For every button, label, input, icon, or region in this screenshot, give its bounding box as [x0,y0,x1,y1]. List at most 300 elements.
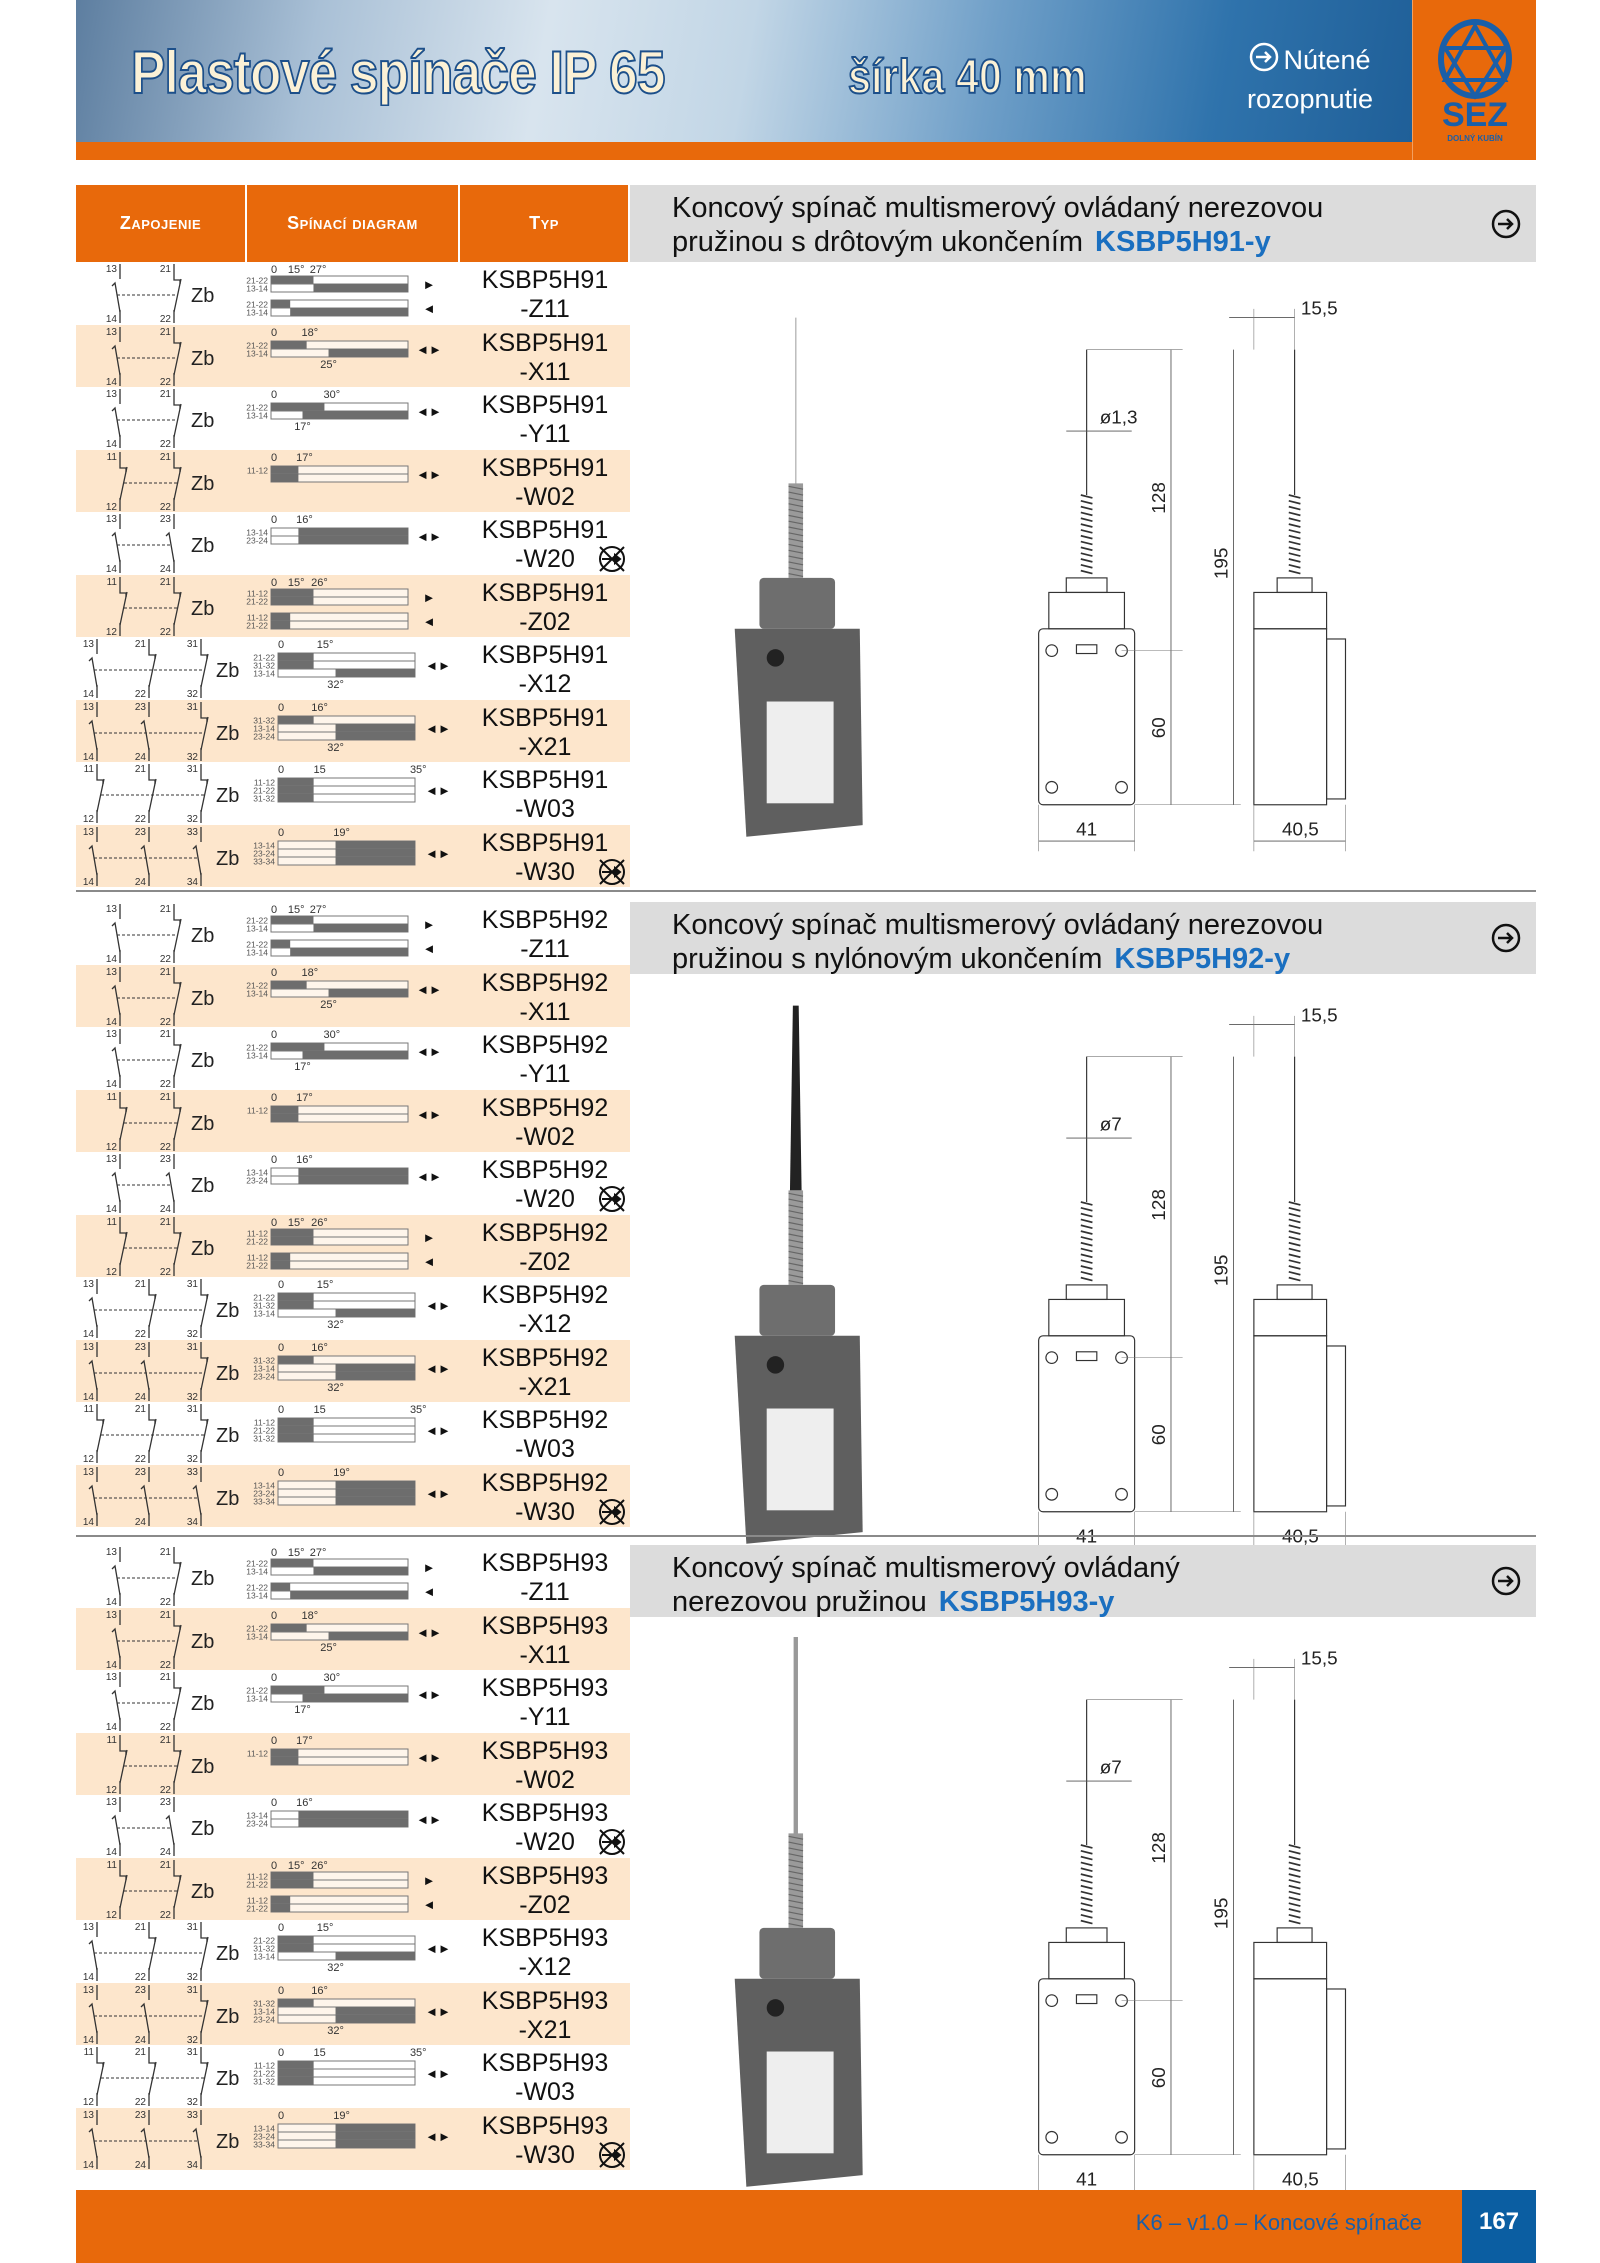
dimension-lines [1039,1016,1346,1558]
type-code [460,641,630,699]
angle-label-bottom: 32° [327,1962,344,1974]
direction-arrow: ◄► [425,845,451,861]
zb-label: Zb [191,1755,215,1778]
terminal-label-bottom: 14 [105,954,117,964]
wiring-symbol [106,1610,181,1670]
terminal-label-bottom: 22 [159,1079,171,1089]
terminal-label-bottom: 34 [186,2159,198,2170]
terminal-label-bottom: 22 [159,1909,171,1920]
terminal-label-top: 31 [186,1922,198,1933]
contact-closed-fill [313,924,408,932]
angle-label-top: 0 [271,1216,278,1229]
dim-actuator-length: 128 [1149,1832,1171,1864]
terminal-label-top: 11 [83,2047,94,2058]
switching-diagram [76,1340,460,1402]
dim-actuator-length: 128 [1149,1189,1171,1221]
direction-arrow: ◄ [422,941,436,956]
type-suffix: -W30 [515,857,575,886]
type-code [460,1924,630,1982]
contact-pair-label: 23-24 [253,1488,275,1498]
type-code [460,579,630,637]
footer-text: K6 – v1.0 – Koncové spínače [1135,2210,1422,2235]
terminal-label-bottom: 22 [159,501,171,512]
contact-pair-label: 21-22 [253,1292,275,1303]
page-number: 167 [1462,2190,1536,2263]
terminal-label-top: 31 [186,1341,198,1353]
wiring-symbol [106,514,174,574]
contact-closed-fill [329,349,408,357]
angle-label-top: 18° [301,1609,319,1622]
angle-label-top: 0 [271,264,278,276]
type-suffix: -W03 [515,1435,575,1463]
table-row [76,1340,630,1403]
terminal-label-top: 23 [159,1797,171,1808]
wiring-symbol [106,452,181,512]
type-suffix: -Z11 [520,295,570,323]
contact-pair-label: 13-14 [246,1050,268,1061]
wiring-symbol [83,1279,208,1339]
forced-line2: rozopnutie [1246,84,1374,115]
terminal-label-bottom: 24 [159,1847,171,1857]
contact-closed-fill [271,276,313,284]
terminal-label-bottom: 22 [159,1016,171,1027]
terminal-label-bottom: 12 [105,626,117,637]
contact-pair-label: 31-32 [253,2076,275,2087]
terminal-label-top: 31 [186,2047,198,2058]
type-prefix: KSBP5H91 [481,641,609,669]
terminal-label-bottom: 22 [134,1454,146,1464]
direction-arrow: ◄► [416,1624,442,1640]
terminal-label-bottom: 14 [82,1516,94,1527]
wiring-symbol [106,327,181,387]
contact-closed-fill [313,1567,408,1575]
direction-arrow: ◄► [416,1749,442,1765]
terminal-label-top: 13 [105,966,117,978]
zb-label: Zb [216,785,240,807]
terminal-label-bottom: 22 [159,626,171,637]
angle-label-top: 0 [271,1859,278,1872]
table-row [76,450,630,513]
wiring-symbol [106,389,181,449]
wiring-symbol [106,967,181,1027]
switching-diagram [76,325,460,387]
terminal-label-top: 23 [134,2109,146,2121]
terminal-label-top: 11 [83,764,94,775]
contact-pair-label: 31-32 [253,1433,275,1444]
contact-closed-fill [271,1253,290,1261]
contact-pair-label: 11-12 [246,1228,268,1238]
table-row [76,1858,630,1921]
zb-label: Zb [216,2130,240,2153]
type-prefix: KSBP5H93 [481,1924,609,1952]
contact-closed-fill [329,989,408,997]
terminal-label-top: 31 [186,1404,198,1415]
angle-label-top: 0 [271,1029,278,1041]
model-code[interactable]: KSBP5H91-y [1095,226,1271,258]
terminal-label-top: 23 [134,701,146,713]
terminal-label-bottom: 22 [159,1141,171,1152]
terminal-label-bottom: 32 [186,814,198,824]
terminal-label-top: 21 [159,451,171,463]
contact-pair-label: 11-12 [246,1871,268,1881]
zb-label: Zb [191,472,215,495]
angle-label-bottom: 25° [320,358,337,371]
terminal-label-bottom: 12 [82,1454,94,1464]
angle-label-top: 35° [409,764,427,776]
zb-label: Zb [191,1693,215,1715]
contact-closed-fill [271,1749,298,1757]
direction-arrow: ◄ [422,613,436,629]
terminal-label-bottom: 14 [105,376,117,387]
angle-label-top: 35° [409,1404,427,1416]
type-suffix: -X21 [518,732,572,761]
angle-label-top: 15° [316,639,334,651]
contact-closed-fill [271,403,324,411]
angle-label-top: 27° [309,1547,327,1559]
type-prefix: KSBP5H92 [481,906,609,934]
table-row [76,1545,630,1608]
dim-hole-spacing: 60 [1149,2067,1171,2089]
contact-closed-fill [336,724,415,732]
terminal-label-bottom: 14 [105,1204,117,1214]
switch-table [76,1545,630,2170]
terminal-label-top: 13 [82,1341,94,1353]
contact-pair-label: 21-22 [246,340,268,350]
direction-arrow: ► [422,917,436,932]
terminal-label-top: 21 [134,764,146,775]
type-prefix: KSBP5H91 [481,828,609,857]
direction-arrow: ◄► [425,2128,451,2144]
angle-label-top: 0 [271,1734,278,1747]
zb-label: Zb [191,925,215,947]
angle-label-top: 15 [313,1404,326,1416]
type-suffix: -X21 [518,2015,572,2044]
direction-arrow: ◄ [422,301,436,316]
terminal-label-top: 13 [105,264,117,275]
contact-pair-label: 21-22 [246,1879,268,1889]
terminal-label-bottom: 24 [134,2034,146,2045]
type-code [460,1219,630,1277]
zb-label: Zb [216,1300,240,1322]
terminal-label-bottom: 22 [159,1659,171,1670]
dim-actuator-length: 128 [1149,482,1171,514]
contact-closed-fill [271,1872,313,1880]
contact-pair-label: 11-12 [246,1105,268,1115]
terminal-label-top: 21 [159,264,171,275]
zb-label: Zb [191,1880,215,1903]
switching-diagram [76,1920,460,1982]
contact-closed-fill [278,653,314,661]
angle-label-top: 0 [278,764,285,776]
angle-label-bottom: 17° [294,1061,311,1073]
terminal-label-bottom: 14 [105,1016,117,1027]
arrow-circle-icon [1249,42,1279,81]
switching-diagram [76,262,460,324]
terminal-label-top: 11 [106,576,117,588]
angle-label-top: 0 [271,1091,278,1104]
sez-logo [1412,0,1536,160]
angle-label-top: 15° [316,1922,334,1934]
contact-closed-fill [271,1583,290,1591]
forced-opening-icon [596,2140,628,2175]
angle-label-top: 30° [323,389,341,401]
table-row [76,1152,630,1215]
terminal-label-top: 23 [134,1466,146,1478]
contact-closed-fill [271,597,313,605]
type-suffix: -W02 [515,1122,575,1151]
contact-closed-fill [271,589,313,597]
terminal-label-bottom: 22 [134,2097,146,2107]
type-suffix: -W30 [515,1497,575,1526]
zb-label: Zb [216,1487,240,1510]
direction-arrow: ◄► [425,1485,451,1501]
contact-closed-fill [336,2124,415,2132]
dim-depth: 40,5 [1282,819,1319,841]
contact-pair-label: 21-22 [246,915,268,926]
contact-pair-label: 13-14 [253,668,275,679]
angle-label-top: 19° [333,826,350,839]
contact-pair-label: 31-32 [253,1943,275,1954]
contact-pair-label: 21-22 [246,980,268,990]
type-suffix: -Z02 [519,1247,571,1276]
type-prefix: KSBP5H93 [481,1611,609,1640]
terminal-label-top: 31 [186,764,198,775]
terminal-label-top: 13 [105,1797,117,1808]
dim-width: 41 [1076,819,1098,841]
type-prefix: KSBP5H92 [481,1156,609,1184]
model-code[interactable]: KSBP5H93-y [938,1586,1115,1618]
terminal-label-top: 13 [105,514,117,525]
angle-label-top: 17° [296,1091,313,1104]
contact-closed-fill [336,732,415,740]
terminal-label-bottom: 24 [134,876,146,887]
table-row [76,1983,630,2046]
type-code [460,454,630,512]
terminal-label-top: 23 [134,1984,146,1996]
dim-top-width: 15,5 [1300,1005,1338,1027]
type-suffix: -X12 [518,670,572,698]
terminal-label-bottom: 12 [105,501,117,512]
contact-pair-label: 21-22 [246,1558,268,1569]
contact-bar [271,300,408,308]
contact-pair-label: 33-34 [253,2139,275,2149]
contact-closed-fill [278,2061,314,2069]
terminal-label-bottom: 24 [134,1391,146,1402]
switching-diagram [76,2108,460,2170]
table-row [76,1402,630,1465]
type-code [460,329,630,387]
direction-arrow: ► [422,1872,436,1888]
contact-pair-label: 21-22 [246,1685,268,1696]
type-prefix: KSBP5H92 [481,1406,609,1434]
type-prefix: KSBP5H93 [481,1986,609,2015]
zb-label: Zb [191,347,215,370]
terminal-label-bottom: 22 [159,1722,171,1732]
contact-pair-label: 13-14 [253,723,275,733]
dim-top-width: 15,5 [1300,1648,1338,1670]
terminal-label-top: 13 [105,326,117,338]
angle-label-top: 18° [301,966,319,979]
terminal-label-top: 13 [105,1029,117,1040]
type-suffix: -W30 [515,2140,575,2169]
terminal-label-top: 21 [159,1859,171,1871]
switching-diagram [76,2045,460,2107]
table-row [76,387,630,450]
direction-arrow: ◄► [425,2066,451,2081]
terminal-label-top: 21 [159,1672,171,1683]
angle-label-top: 26° [311,1216,328,1229]
angle-label-top: 15° [287,264,305,276]
angle-label-top: 0 [271,1154,278,1166]
terminal-label-bottom: 24 [159,564,171,574]
switching-diagram [76,1402,460,1464]
type-code [460,1612,630,1670]
direction-arrow: ◄► [416,1687,442,1702]
contact-closed-fill [336,1309,415,1317]
wiring-symbol [83,827,201,887]
zb-label: Zb [191,285,215,307]
terminal-label-bottom: 32 [186,2097,198,2107]
contact-pair-label: 33-34 [253,1496,275,1506]
contact-closed-fill [271,1261,290,1269]
switching-diagram [76,1608,460,1670]
terminal-label-bottom: 14 [105,1847,117,1857]
contact-pair-label: 13-14 [246,410,268,421]
terminal-label-top: 33 [186,1466,198,1478]
angle-label-top: 0 [271,389,278,401]
contact-pair-label: 13-14 [246,1693,268,1704]
terminal-label-bottom: 14 [105,314,117,324]
contact-closed-fill [278,2069,314,2077]
contact-closed-fill [278,1936,314,1944]
terminal-label-top: 13 [82,1279,94,1290]
angle-label-top: 30° [323,1029,341,1041]
zb-label: Zb [216,1943,240,1965]
wiring-symbol [106,904,181,964]
zb-label: Zb [216,2068,240,2090]
angle-label-top: 0 [278,1466,285,1479]
contact-closed-fill [303,411,408,419]
wiring-symbol [83,2110,201,2170]
type-code [460,1737,630,1795]
zb-label: Zb [191,1175,215,1197]
angle-label-bottom: 17° [294,1704,311,1716]
terminal-label-bottom: 22 [134,1329,146,1339]
terminal-label-bottom: 14 [82,1329,94,1339]
direction-arrow: ◄► [425,720,451,736]
angle-label-top: 16° [296,514,313,526]
angle-label-bottom: 32° [327,741,344,754]
terminal-label-bottom: 14 [105,439,117,449]
contact-pair-label: 11-12 [246,588,268,598]
contact-closed-fill [298,536,408,544]
dim-total-height: 195 [1211,1897,1233,1930]
direction-arrow: ◄► [425,1298,451,1313]
terminal-label-top: 21 [134,1922,146,1933]
terminal-label-bottom: 12 [105,1784,117,1795]
contact-closed-fill [278,661,314,669]
type-prefix: KSBP5H91 [481,391,609,419]
contact-pair-label: 21-22 [246,1260,268,1270]
terminal-label-bottom: 14 [82,2159,94,2170]
angle-label-top: 0 [271,1547,278,1559]
zb-label: Zb [216,660,240,682]
model-code[interactable]: KSBP5H92-y [1114,943,1291,975]
contact-pair-label: 21-22 [246,275,268,286]
direction-arrow: ◄► [416,1169,442,1184]
terminal-label-top: 11 [106,1091,117,1103]
terminal-label-top: 21 [159,904,171,915]
section-title-line1: Koncový spínač multismerový ovládaný nerezovou [672,192,1324,224]
zb-label: Zb [191,535,215,557]
type-suffix: -Y11 [519,1703,571,1731]
type-prefix: KSBP5H91 [481,328,609,357]
direction-arrow: ◄► [425,1423,451,1438]
switching-diagram [76,1465,460,1527]
contact-closed-fill [336,1364,415,1372]
contact-closed-fill [313,284,408,292]
terminal-label-top: 21 [134,639,146,650]
angle-label-top: 16° [311,1984,328,1997]
terminal-label-top: 21 [159,966,171,978]
contact-pair-label: 13-14 [246,947,268,958]
contact-pair-label: 21-22 [246,1623,268,1633]
header-strip [76,142,1412,160]
contact-closed-fill [303,1694,408,1702]
product-photo [735,318,863,837]
angle-label-top: 19° [333,1466,350,1479]
terminal-label-top: 31 [186,639,198,650]
type-suffix: -X11 [519,1640,571,1669]
contact-closed-fill [336,841,415,849]
page-title: Plastové spínače IP 65 [131,39,665,106]
contact-bar [271,621,408,629]
contact-closed-fill [278,1999,314,2007]
wiring-symbol [83,1404,208,1464]
terminal-label-top: 13 [82,1922,94,1933]
contact-closed-fill [303,1051,408,1059]
terminal-label-top: 21 [134,1404,146,1415]
dim-diameter: ø7 [1099,1114,1122,1136]
contact-pair-label: 23-24 [253,731,275,741]
direction-arrow: ◄► [425,783,451,798]
angle-label-top: 0 [271,1797,278,1809]
direction-arrow: ◄► [416,466,442,482]
terminal-label-top: 13 [82,1984,94,1996]
type-code [460,2049,630,2107]
contact-closed-fill [271,940,290,948]
type-code [460,1281,630,1339]
contact-closed-fill [278,1293,314,1301]
terminal-label-bottom: 12 [82,2097,94,2107]
contact-closed-fill [271,341,307,349]
type-suffix: -W03 [515,795,575,823]
contact-closed-fill [290,948,408,956]
column-header-wiring: Zapojenie [76,185,245,262]
direction-arrow: ◄► [416,404,442,419]
terminal-label-bottom: 22 [134,814,146,824]
type-prefix: KSBP5H92 [481,1093,609,1122]
contact-pair-label: 13-14 [246,307,268,318]
wiring-symbol [106,1672,181,1732]
switching-diagram [76,1733,460,1795]
contact-pair-label: 13-14 [246,283,268,294]
type-prefix: KSBP5H91 [481,578,609,607]
wiring-symbol [83,1467,201,1527]
switching-diagram [76,1277,460,1339]
contact-closed-fill [271,1896,290,1904]
type-suffix: -Y11 [519,420,571,448]
